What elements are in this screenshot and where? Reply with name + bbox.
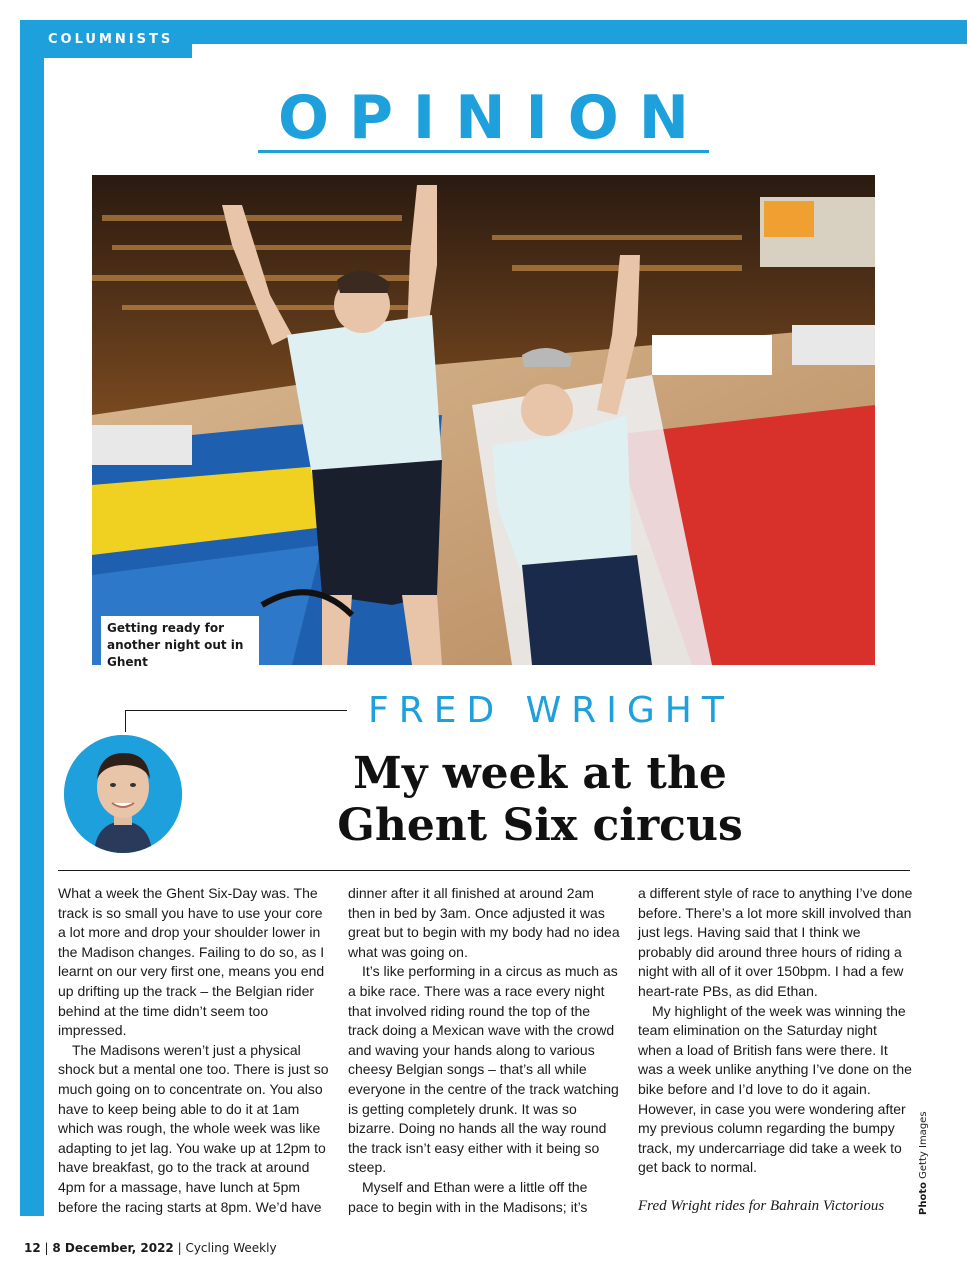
- section-label: COLUMNISTS: [48, 32, 174, 47]
- opinion-heading: OPINION: [258, 86, 709, 153]
- opinion-heading-wrap: [0, 83, 967, 153]
- paragraph: It’s like performing in a circus as much as a bike race. There was a race every night that involved riding round the top of the track doing a Mexican wave with the crowd and waving your hands along to various cheesy Belgian songs – that’s all while everyone in the centre of the track watching is getting completely drunk. It was so bizarre. Doing no hands all the way round the track isn’t easy either with it being so steep.: [348, 963, 619, 1176]
- headline-rule: [58, 870, 910, 871]
- paragraph: My highlight of the week was winning the team elimination on the Saturday night when a load of British fans were there. It was a week unlike anything I’ve done on the bike before and I’d love to do it again. However, in case you were wondering after my previous column regarding the bumpy track, my undercarriage did take a week to get back to normal.: [638, 1002, 912, 1176]
- article-column-2: [348, 884, 620, 1217]
- publication-name: Cycling Weekly: [185, 1241, 277, 1255]
- photo-caption: [101, 616, 259, 674]
- author-name: FRED WRIGHT: [368, 690, 734, 731]
- paragraph: dinner after it all finished at around 2am then in bed by 3am. Once adjusted it was great but to begin with my body had no idea what was going on.: [348, 885, 620, 960]
- paragraph: Myself and Ethan were a little off the pace to begin with in the Madisons; it’s: [348, 1178, 588, 1215]
- byline-connector-drop: [125, 710, 126, 732]
- page-footer: 12 | 8 December, 2022 | Cycling Weekly: [24, 1241, 277, 1255]
- velodrome-photo: [92, 175, 875, 665]
- article-headline: My week at the Ghent Six circus: [337, 748, 743, 851]
- paragraph: a different style of race to anything I’ve done before. There’s a lot more skill involved than just legs. Having said that I think we probably did around three hours of riding a night with all of it over 150bpm. I had a few heart-rate PBs, as did Ethan.: [638, 885, 913, 999]
- byline-connector-line: [125, 710, 347, 711]
- photo-credit-label: Photo: [918, 1182, 929, 1215]
- paragraph: What a week the Ghent Six-Day was. The track is so small you have to use your core a lot more and drop your shoulder lower in the Madison changes. Failing to do so, as I learnt on our very first one, means you end up drifting up the track – the Belgian rider behind at the time didn’t seem too impressed.: [58, 885, 325, 1039]
- author-signoff: Fred Wright rides for Bahrain Victorious: [638, 1198, 885, 1214]
- paragraph: The Madisons weren’t just a physical shock but a mental one too. There is just so much going on to concentrate on. You also have to keep being able to do it at 1am which was rough, the whole week was like adapting to jet lag. You wake up at 12pm to have breakfast, go to the track at around 4pm for a massage, have lunch at 5pm before the racing starts at 8pm. We’d have: [58, 1041, 329, 1215]
- left-frame-bar: [20, 20, 44, 1216]
- page-number: 12: [24, 1241, 41, 1255]
- photo-credit-source: Getty Images: [918, 1111, 929, 1179]
- author-avatar: [64, 735, 182, 853]
- photo-credit: [918, 1111, 929, 1215]
- article-column-3: [638, 884, 914, 1178]
- article-column-1: [58, 884, 330, 1217]
- issue-date: 8 December, 2022: [52, 1241, 174, 1255]
- photo-caption-text: Getting ready for another night out in Ghent: [107, 621, 244, 669]
